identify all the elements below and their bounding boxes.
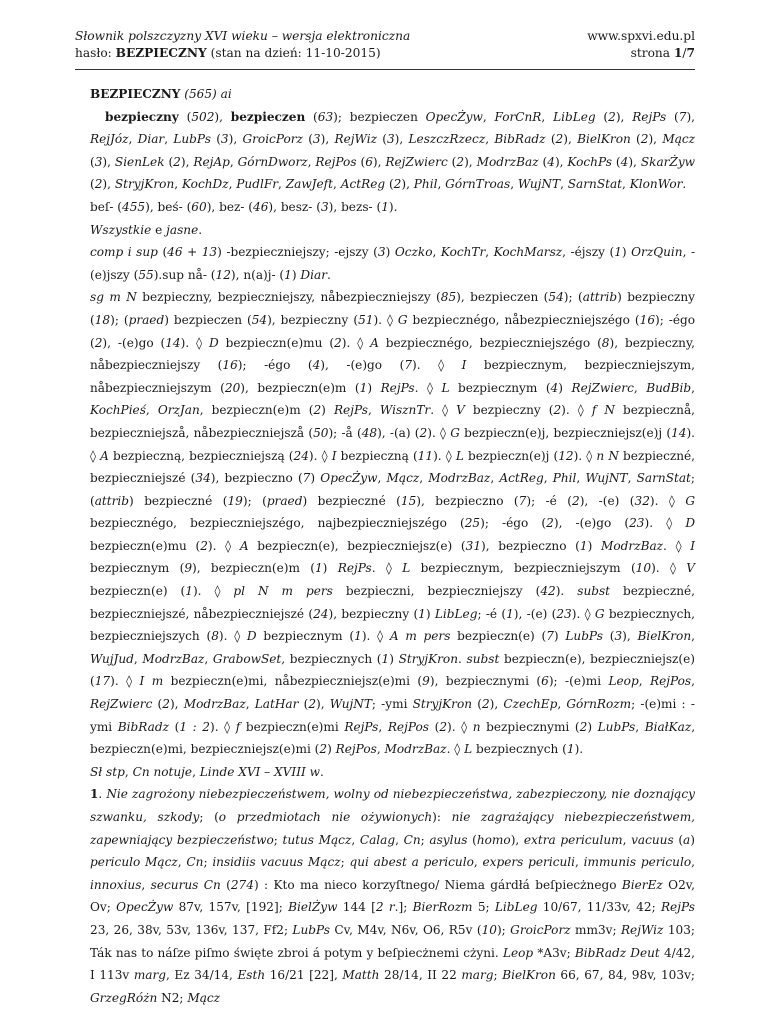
site-url[interactable]: www.spxvi.edu.pl [587,29,695,43]
entry-comp: comp i sup (46 + 13) -bezpieczniejszy; -ejszy (3) Oczko, KochTr, KochMarsz, -éjszy (1) OrzQuin, -(e)jszy (55).sup nå- (12), n(a)j- (1) Diar. [90,245,696,282]
header-left [75,28,410,62]
header-divider [75,69,695,70]
entry-forms: bezpieczny (502), bezpieczen (63); bezpieczen OpecŻyw, ForCnR, LibLeg (2), RejPs (7), RejJóz, Diar, LubPs (3), GroicPorz (3), RejWiz (3), LeszczRzecz, BibRadz (2), BielKron (2), Mącz (3), SienLek (2), RejAp, GórnDworz, RejPos (6), RejZwierc (2), ModrzBaz (4), KochPs (4), SkarŻyw (2), StryjKron, KochDz, PudlFr, ZawJeft, ActReg (2), Phil, GórnTroas, WujNT, SarnStat, KlonWor. [90,109,696,192]
entry-sense-1: 1. Nie zagrożony niebezpieczeństwem, wolny od niebezpieczeństwa, zabezpieczony, nie doznający szwanku, szkody; (o przedmiotach nie ożywionych): nie zagrażający niebezpieczeństwem, zapewniający bezpieczeństwo; tutus Mącz, Calag, Cn; asylus (homo), extra periculum, vacuus (a) periculo Mącz, Cn; insidiis vacuus Mącz; qui abest a periculo, expers periculi, immunis periculo, innoxius, securus Cn (274) : Kto ma nieco korzyſtnego/ Niema gárdłá beſpiecżnego BierEz O2v, Ov; OpecŻyw 87v, 157v, [192]; BielŻyw 144 [2 r.]; BierRozm 5; LibLeg 10/67, 11/33v, 42; RejPs 23, 26, 38v, 53v, 136v, 137, Ff2; LubPs Cv, M4v, N6v, O6, R5v (10); GroicPorz mm3v; RejWiz 103; Ták nas to náſze piſmo święte zbroi á potym y beſpiecżnemi cżyni. Leop *A3v; BibRadz Deut 4/42, I 113v marg, Ez 34/14, Esth 16/21 [22], Matth 28/14, II 22 marg; BielKron 66, 67, 84, 98v, 103v; GrzegRóżn N2; Mącz [90,787,696,1005]
header-right [587,28,695,62]
entry-body [90,83,695,1009]
entry-sources: Sł stp, Cn notuje, Linde XVI – XVIII w. [90,764,324,779]
entry-headword-line: BEZPIECZNY (565) ai [90,87,232,101]
entry-inflection: sg m N bezpieczny, bezpieczniejszy, nåbezpieczniejszy (85), bezpieczen (54); (attrib) bezpieczny (18); (praed) bezpieczen (54), bezpieczny (51). ◊ G bezpiecznégo, nåbezpieczniejszégo (16); -égo (2), -(e)go (14). ◊ D bezpieczn(e)mu (2). ◊ A bezpiecznégo, bezpieczniejszégo (8), bezpieczny, nåbezpieczniejszy (16); -égo (4), -(e)go (7). ◊ I bezpiecznym, bezpieczniejszym, nåbezpieczniejszym (20), bezpieczn(e)m (1) RejPs. ◊ L bezpiecznym (4) RejZwierc, BudBib, KochPieś, OrzJan, bezpieczn(e)m (2) RejPs, WisznTr. ◊ V bezpieczny (2). ◊ f N bezpiecznå, bezpieczniejszå, nåbezpieczniejszå (50); -å (48), -(a) (2). ◊ G bezpieczn(e)j, bezpieczniejsz(e)j (14). ◊ A bezpieczną, bezpieczniejszą (24). ◊ I bezpieczną (11). ◊ L bezpieczn(e)j (12). ◊ n N bezpieczné, bezpieczniejszé (34), bezpieczno (7) OpecŻyw, Mącz, ModrzBaz, ActReg, Phil, WujNT, SarnStat; (attrib) bezpieczné (19); (praed) bezpieczné (15), bezpieczno (7); -é (2), -(e) (32). ◊ G bezpiecznégo, bezpieczniejszégo, najbezpieczniejszégo (25); -égo (2), -(e)go (23). ◊ D bezpieczn(e)mu (2). ◊ A bezpieczn(e), bezpieczniejsz(e) (31), bezpieczno (1) ModrzBaz. ◊ I bezpiecznym (9), bezpieczn(e)m (1) RejPs. ◊ L bezpiecznym, bezpieczniejszym (10). ◊ V bezpieczn(e) (1). ◊ pl N m pers bezpieczni, bezpieczniejszy (42). subst bezpieczné, bezpieczniejszé, nåbezpieczniejszé (24), bezpieczny (1) LibLeg; -é (1), -(e) (23). ◊ G bezpiecznych, bezpieczniejszych (8). ◊ D bezpiecznym (1). ◊ A m pers bezpieczn(e) (7) LubPs (3), BielKron, WujJud, ModrzBaz, GrabowSet, bezpiecznych (1) StryjKron. subst bezpieczn(e), bezpieczniejsz(e) (17). ◊ I m bezpieczn(e)mi, nåbezpieczniejsz(e)mi (9), bezpiecznymi (6); -(e)mi Leop, RejPos, RejZwierc (2), ModrzBaz, LatHar (2), WujNT; -ymi StryjKron (2), CzechEp, GórnRozm; -(e)mi : -ymi BibRadz (1 : 2). ◊ f bezpieczn(e)mi RejPs, RejPos (2). ◊ n bezpiecznymi (2) LubPs, BiałKaz, bezpieczn(e)mi, bezpieczniejsz(e)mi (2) RejPos, ModrzBaz. ◊ L bezpiecznych (1). [90,290,696,757]
entry-prefixes: beſ- (455), beś- (60), bez- (46), besz- (3), bezs- (1). [90,199,398,214]
entry-status: hasło: BEZPIECZNY (stan na dzień: 11-10-2015) [75,46,381,60]
dictionary-title: Słownik polszczyzny XVI wieku – wersja elektroniczna [75,29,411,43]
entry-vowels: Wszystkie e jasne. [90,222,203,237]
page-counter: strona 1/7 [630,46,695,60]
